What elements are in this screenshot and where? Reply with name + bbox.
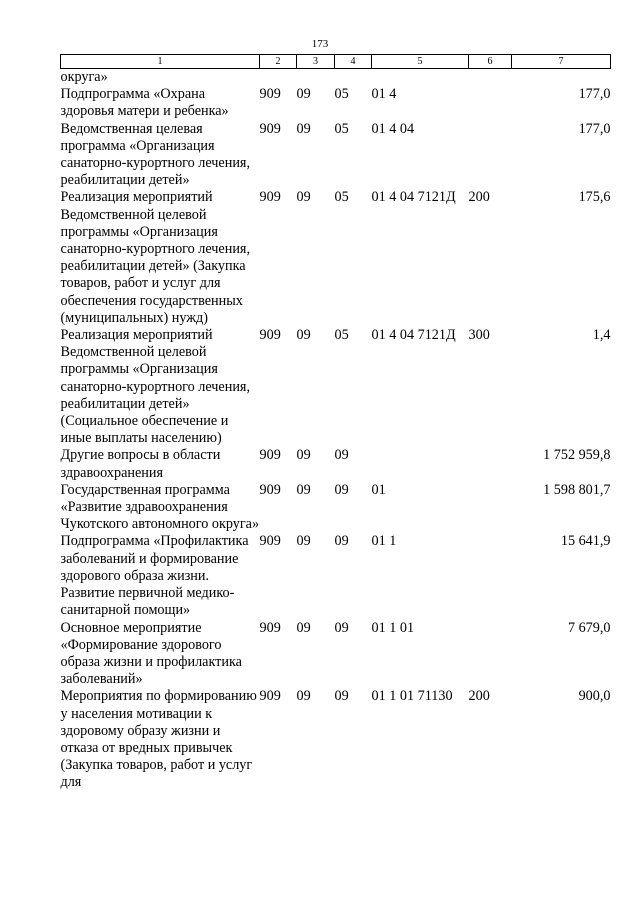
row-name-cell: Ведомственная целевая программа «Организация санаторно-курортного лечения, реабилитации детей»	[60, 120, 250, 189]
admin-code-cell: 909	[259, 533, 281, 550]
table-body	[61, 69, 611, 792]
table-row	[61, 620, 611, 689]
expense-type-cell	[469, 69, 512, 87]
admin-code-cell: 909	[259, 447, 281, 464]
budget-table	[60, 54, 611, 792]
target-article-cell	[372, 69, 469, 87]
page-number: 173	[311, 38, 329, 50]
subsection-cell: 09	[334, 619, 349, 636]
subsection-cell: 09	[334, 533, 349, 550]
subsection-cell: 05	[334, 327, 349, 344]
expense-type-cell	[469, 121, 512, 190]
admin-code-cell: 909	[259, 619, 281, 636]
table-row	[61, 447, 611, 481]
admin-code-cell	[260, 69, 297, 87]
target-article-cell: 01 1 01	[371, 619, 415, 636]
amount-cell: 900,0	[578, 688, 611, 705]
subsection-cell: 05	[334, 86, 349, 103]
amount-cell: 177,0	[578, 120, 611, 137]
target-article-cell: 01 4 04 7121Д	[371, 327, 456, 344]
subsection-cell: 09	[334, 481, 349, 498]
table-header	[61, 55, 611, 69]
amount-cell: 7 679,0	[567, 619, 611, 636]
section-cell: 09	[296, 533, 311, 550]
section-cell: 09	[296, 481, 311, 498]
table-row	[61, 189, 611, 327]
section-cell: 09	[296, 86, 311, 103]
admin-code-cell: 909	[259, 86, 281, 103]
row-name-cell: Другие вопросы в области здравоохранения	[60, 447, 221, 481]
section-cell: 09	[296, 447, 311, 464]
section-cell: 09	[296, 688, 311, 705]
section-cell	[297, 69, 335, 87]
target-article-cell	[372, 447, 469, 481]
row-name-cell: Мероприятия по формированию у населения мотивации к здоровому образу жизни и отказа от вредных привычек (Закупка товаров, работ и услуг для	[60, 688, 257, 791]
expense-type-cell	[469, 620, 512, 689]
section-cell: 09	[296, 189, 311, 206]
table-row	[61, 688, 611, 791]
row-name-cell: Реализация мероприятий Ведомственной целевой программы «Организация санаторно-курортного лечения, реабилитации детей» (Закупка товаров, работ и услуг для обеспечения государственных (муниципальных) нужд)	[60, 189, 250, 326]
target-article-cell: 01 4	[371, 86, 397, 103]
subsection-cell	[335, 69, 372, 87]
expense-type-cell: 200	[468, 688, 490, 705]
column-header: 1	[61, 55, 260, 69]
amount-cell	[512, 69, 611, 87]
amount-cell: 1,4	[592, 327, 611, 344]
amount-cell: 175,6	[578, 189, 611, 206]
table-row	[61, 86, 611, 120]
amount-cell: 15 641,9	[560, 533, 611, 550]
amount-cell: 177,0	[578, 86, 611, 103]
column-header: 3	[297, 55, 335, 69]
admin-code-cell: 909	[259, 327, 281, 344]
target-article-cell: 01 4 04 7121Д	[371, 189, 456, 206]
column-header: 4	[335, 55, 372, 69]
admin-code-cell: 909	[259, 481, 281, 498]
amount-cell: 1 752 959,8	[543, 447, 611, 464]
table-row	[61, 482, 611, 534]
target-article-cell: 01	[371, 481, 386, 498]
row-name-cell: Подпрограмма «Профилактика заболеваний и формирование здорового образа жизни. Развитие первичной медико-санитарной помощи»	[60, 533, 249, 619]
row-name-cell: Государственная программа «Развитие здравоохранения Чукотского автономного округа»	[60, 481, 260, 533]
subsection-cell: 05	[334, 120, 349, 137]
admin-code-cell: 909	[259, 120, 281, 137]
section-cell: 09	[296, 619, 311, 636]
row-name-cell: Подпрограмма «Охрана здоровья матери и ребенка»	[60, 86, 229, 120]
column-header: 2	[260, 55, 297, 69]
expense-type-cell	[469, 447, 512, 481]
subsection-cell: 09	[334, 688, 349, 705]
row-name-cell: Реализация мероприятий Ведомственной целевой программы «Организация санаторно-курортного лечения, реабилитации детей» (Социальное обеспечение и иные выплаты населению)	[60, 327, 250, 447]
expense-type-cell	[469, 86, 512, 120]
amount-cell: 1 598 801,7	[543, 481, 611, 498]
row-name-cell: округа»	[60, 69, 108, 85]
subsection-cell: 09	[334, 447, 349, 464]
column-header: 5	[372, 55, 469, 69]
admin-code-cell: 909	[259, 688, 281, 705]
section-cell: 09	[296, 120, 311, 137]
target-article-cell: 01 4 04	[371, 120, 415, 137]
table-row	[61, 327, 611, 447]
expense-type-cell: 300	[468, 327, 490, 344]
section-cell: 09	[296, 327, 311, 344]
expense-type-cell	[469, 533, 512, 619]
expense-type-cell: 200	[468, 189, 490, 206]
subsection-cell: 05	[334, 189, 349, 206]
row-name-cell: Основное мероприятие «Формирование здорового образа жизни и профилактика заболеваний»	[60, 619, 242, 688]
expense-type-cell	[469, 482, 512, 534]
table-row	[61, 121, 611, 190]
column-header: 7	[512, 55, 611, 69]
admin-code-cell: 909	[259, 189, 281, 206]
table-row	[61, 533, 611, 619]
target-article-cell: 01 1	[371, 533, 397, 550]
column-header: 6	[469, 55, 512, 69]
target-article-cell: 01 1 01 71130	[371, 688, 453, 705]
table-row	[61, 69, 611, 87]
